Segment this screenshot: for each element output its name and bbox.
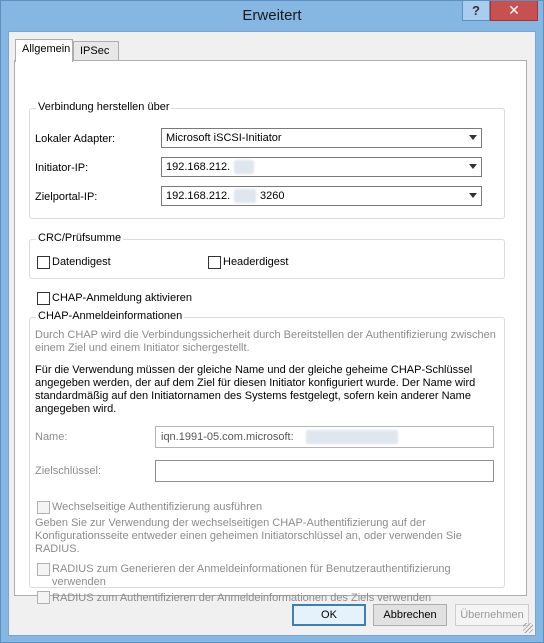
redacted-name-mask <box>306 430 398 444</box>
crc-legend: CRC/Prüfsumme <box>38 232 122 244</box>
title-bar[interactable] <box>1 1 543 31</box>
resize-grip-icon[interactable] <box>523 623 533 633</box>
local-adapter-select[interactable] <box>161 128 482 148</box>
radius-user-label[interactable]: RADIUS zum Generieren der Anmeldeinformationen für Benutzerauthentifizierung verwenden <box>52 563 451 588</box>
tab-allgemein[interactable]: Allgemein <box>15 39 73 62</box>
dialog-client <box>8 31 536 636</box>
header-digest-label[interactable]: Headerdigest <box>223 256 289 268</box>
chap-legend: CHAP-Anmeldeinformationen <box>38 310 183 322</box>
chevron-down-icon <box>469 193 477 198</box>
ok-button[interactable]: OK <box>292 604 366 626</box>
chap-name-value: iqn.1991-05.com.microsoft: <box>161 431 294 443</box>
chap-enable-label[interactable]: CHAP-Anmeldung aktivieren <box>52 292 193 304</box>
chevron-down-icon <box>469 135 477 140</box>
apply-button[interactable]: Übernehmen <box>455 604 529 626</box>
chap-secret-label: Zielschlüssel: <box>35 465 102 477</box>
chap-name-input[interactable] <box>155 426 494 448</box>
radius-target-label[interactable]: RADIUS zum Authentifizieren der Anmeldeinformationen des Ziels verwenden <box>52 592 432 604</box>
connection-legend: Verbindung herstellen über <box>38 101 170 113</box>
initiator-ip-select[interactable] <box>161 157 482 177</box>
target-portal-value: 192.168.212. <box>166 190 231 202</box>
cancel-button[interactable]: Abbrechen <box>373 604 447 626</box>
mutual-auth-checkbox[interactable] <box>37 501 50 514</box>
radius-target-checkbox[interactable] <box>37 591 50 604</box>
data-digest-label[interactable]: Datendigest <box>52 256 111 268</box>
header-digest-checkbox[interactable] <box>208 256 221 269</box>
tab-ipsec[interactable]: IPSec <box>73 41 119 61</box>
local-adapter-label: Lokaler Adapter: <box>35 133 116 145</box>
redacted-ip-mask <box>234 189 256 203</box>
close-button[interactable] <box>490 1 538 21</box>
mutual-auth-text: Geben Sie zur Verwendung der wechselseitigen CHAP-Authentifizierung auf der Konfigurationsseite entweder einen geheimen Initiatorschlüssel an, oder verwenden Sie RADIUS. <box>35 517 462 555</box>
initiator-ip-label: Initiator-IP: <box>35 162 89 174</box>
tab-panel-allgemein <box>14 60 527 604</box>
window-title: Erweitert <box>242 7 302 24</box>
help-button[interactable]: ? <box>462 1 490 21</box>
local-adapter-value: Microsoft iSCSI-Initiator <box>166 132 282 144</box>
data-digest-checkbox[interactable] <box>37 256 50 269</box>
chap-usage-text: Für die Verwendung müssen der gleiche Name und der gleiche geheime CHAP-Schlüssel angegeben werden, der auf dem Ziel für diesen Initiator konfiguriert wurde. Der Name wird standardmäßig auf den Initiatornamen des Systems festgelegt, sofern kein anderer Name angegeben wird. <box>35 364 476 415</box>
target-portal-port: 3260 <box>260 190 285 202</box>
target-portal-select[interactable] <box>161 186 482 206</box>
chap-enable-checkbox[interactable] <box>37 292 50 305</box>
chap-name-label: Name: <box>35 431 68 443</box>
chevron-down-icon <box>469 164 477 169</box>
mutual-auth-label[interactable]: Wechselseitige Authentifizierung ausführen <box>52 501 263 513</box>
close-icon: ✕ <box>508 2 520 18</box>
redacted-ip-mask <box>234 160 254 174</box>
chap-secret-input[interactable] <box>155 460 494 482</box>
initiator-ip-value: 192.168.212. <box>166 161 231 173</box>
radius-user-checkbox[interactable] <box>37 563 50 576</box>
chap-intro-text: Durch CHAP wird die Verbindungssicherheit durch Bereitstellen der Authentifizierung zwischen einem Ziel und einem Initiator sichergestellt. <box>35 329 496 354</box>
target-portal-label: Zielportal-IP: <box>35 191 98 203</box>
